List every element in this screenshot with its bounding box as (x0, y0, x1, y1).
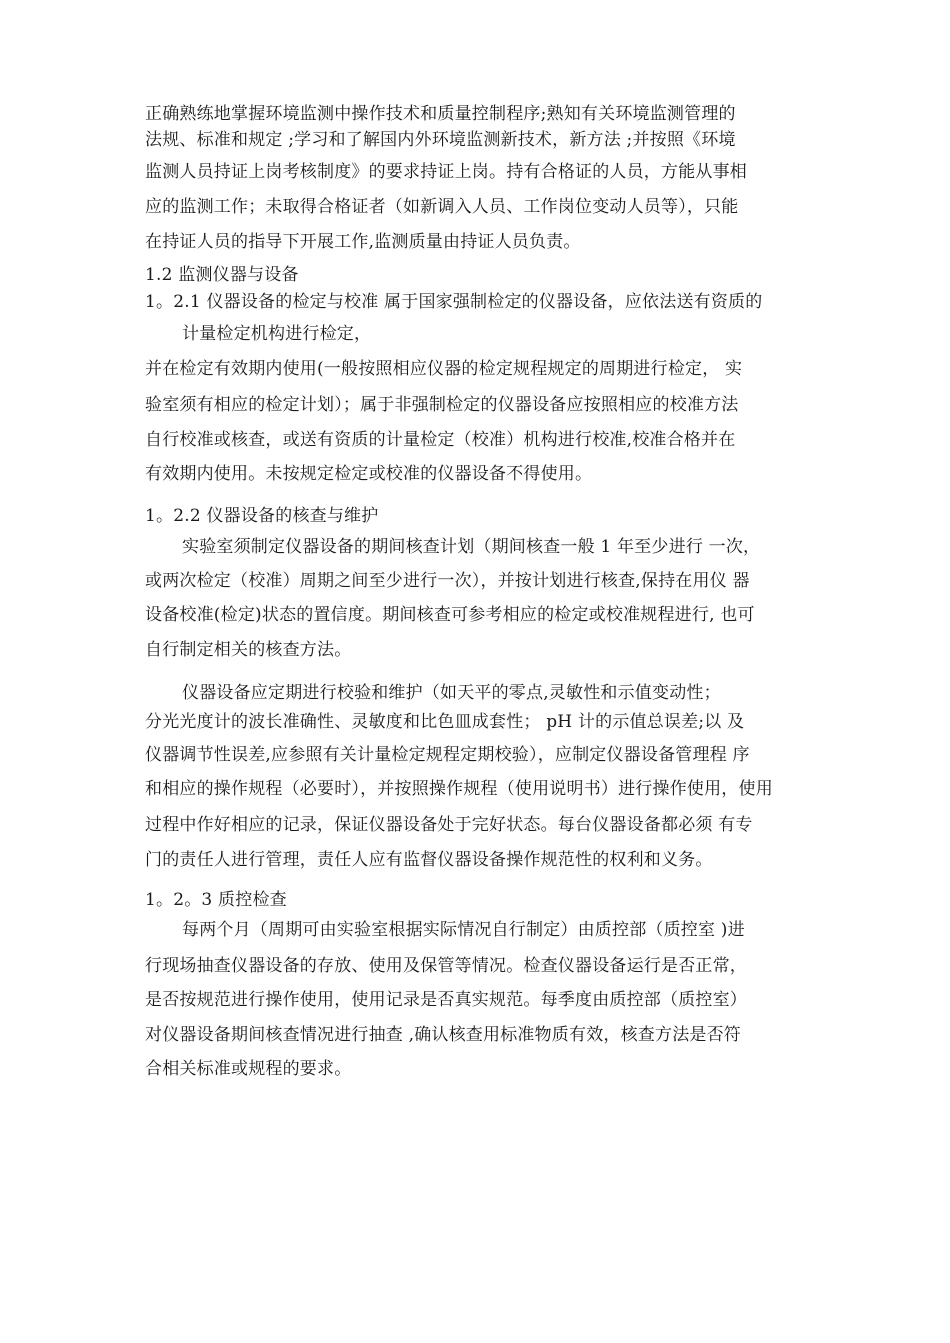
text-line: 计量检定机构进行检定， (182, 324, 372, 344)
text-line: 仪器调节性误差,应参照有关计量检定规程定期校验），应制定仪器设备管理程 序 (145, 745, 750, 765)
text-line: 行现场抽查仪器设备的存放、使用及保管等情况。检查仪器设备运行是否正常， (145, 956, 747, 976)
text-line: 并在检定有效期内使用(一般按照相应仪器的检定规程规定的周期进行检定， 实 (145, 359, 743, 379)
text-line: 每两个月（周期可由实验室根据实际情况自行制定）由质控部（质控室 )进 (182, 920, 745, 940)
text-line: 正确熟练地掌握环境监测中操作技术和质量控制程序;熟知有关环境监测管理的 (145, 104, 736, 124)
text-line: 在持证人员的指导下开展工作,监测质量由持证人员负责。 (145, 232, 581, 252)
text-line: 自行制定相关的核查方法。 (145, 640, 352, 660)
text-line: 实验室须制定仪器设备的期间核查计划（期间核查一般 1 年至少进行 一次， (182, 537, 761, 557)
text-line: 过程中作好相应的记录，保证仪器设备处于完好状态。每台仪器设备都必须 有专 (145, 815, 753, 835)
text-line: 对仪器设备期间核查情况进行抽查 ,确认核查用标准物质有效，核查方法是否符 (145, 1025, 742, 1045)
text-line: 自行校准或核查，或送有资质的计量检定（校准）机构进行校准,校准合格并在 (145, 430, 736, 450)
text-line: 和相应的操作规程（必要时），并按照操作规程（使用说明书）进行操作使用，使用 (145, 779, 773, 799)
text-line: 仪器设备应定期进行校验和维护（如天平的零点,灵敏性和示值变动性； (182, 683, 721, 703)
subsection-heading: 1。2。3 质控检查 (145, 890, 287, 910)
text-line: 应的监测工作；未取得合格证者（如新调入人员、工作岗位变动人员等），只能 (145, 197, 739, 217)
text-line: 是否按规范进行操作使用，使用记录是否真实规范。每季度由质控部（质控室） (145, 990, 747, 1010)
subsection-heading: 1。2.2 仪器设备的核查与维护 (145, 506, 379, 526)
text-line: 分光光度计的波长准确性、灵敏度和比色皿成套性； pH 计的示值总误差;以 及 (145, 712, 745, 732)
text-line: 合相关标准或规程的要求。 (145, 1059, 352, 1079)
text-line: 有效期内使用。未按规定检定或校准的仪器设备不得使用。 (145, 464, 593, 484)
section-heading: 1.2 监测仪器与设备 (145, 265, 299, 285)
text-line: 或两次检定（校准）周期之间至少进行一次），并按计划进行核查,保持在用仪 器 (145, 571, 750, 591)
subsection-heading: 1。2.1 仪器设备的检定与校准 属于国家强制检定的仪器设备，应依法送有资质的 (145, 292, 763, 312)
text-line: 设备校准(检定)状态的置信度。期间核查可参考相应的检定或校准规程进行, 也可 (145, 605, 755, 625)
text-line: 法规、标准和规定 ;学习和了解国内外环境监测新技术，新方法 ;并按照《环境 (145, 130, 736, 150)
text-line: 验室须有相应的检定计划）；属于非强制检定的仪器设备应按照相应的校准方法 (145, 395, 739, 415)
text-line: 门的责任人进行管理，责任人应有监督仪器设备操作规范性的权利和义务。 (145, 850, 713, 870)
text-line: 监测人员持证上岗考核制度》的要求持证上岗。持有合格证的人员，方能从事相 (145, 162, 747, 182)
